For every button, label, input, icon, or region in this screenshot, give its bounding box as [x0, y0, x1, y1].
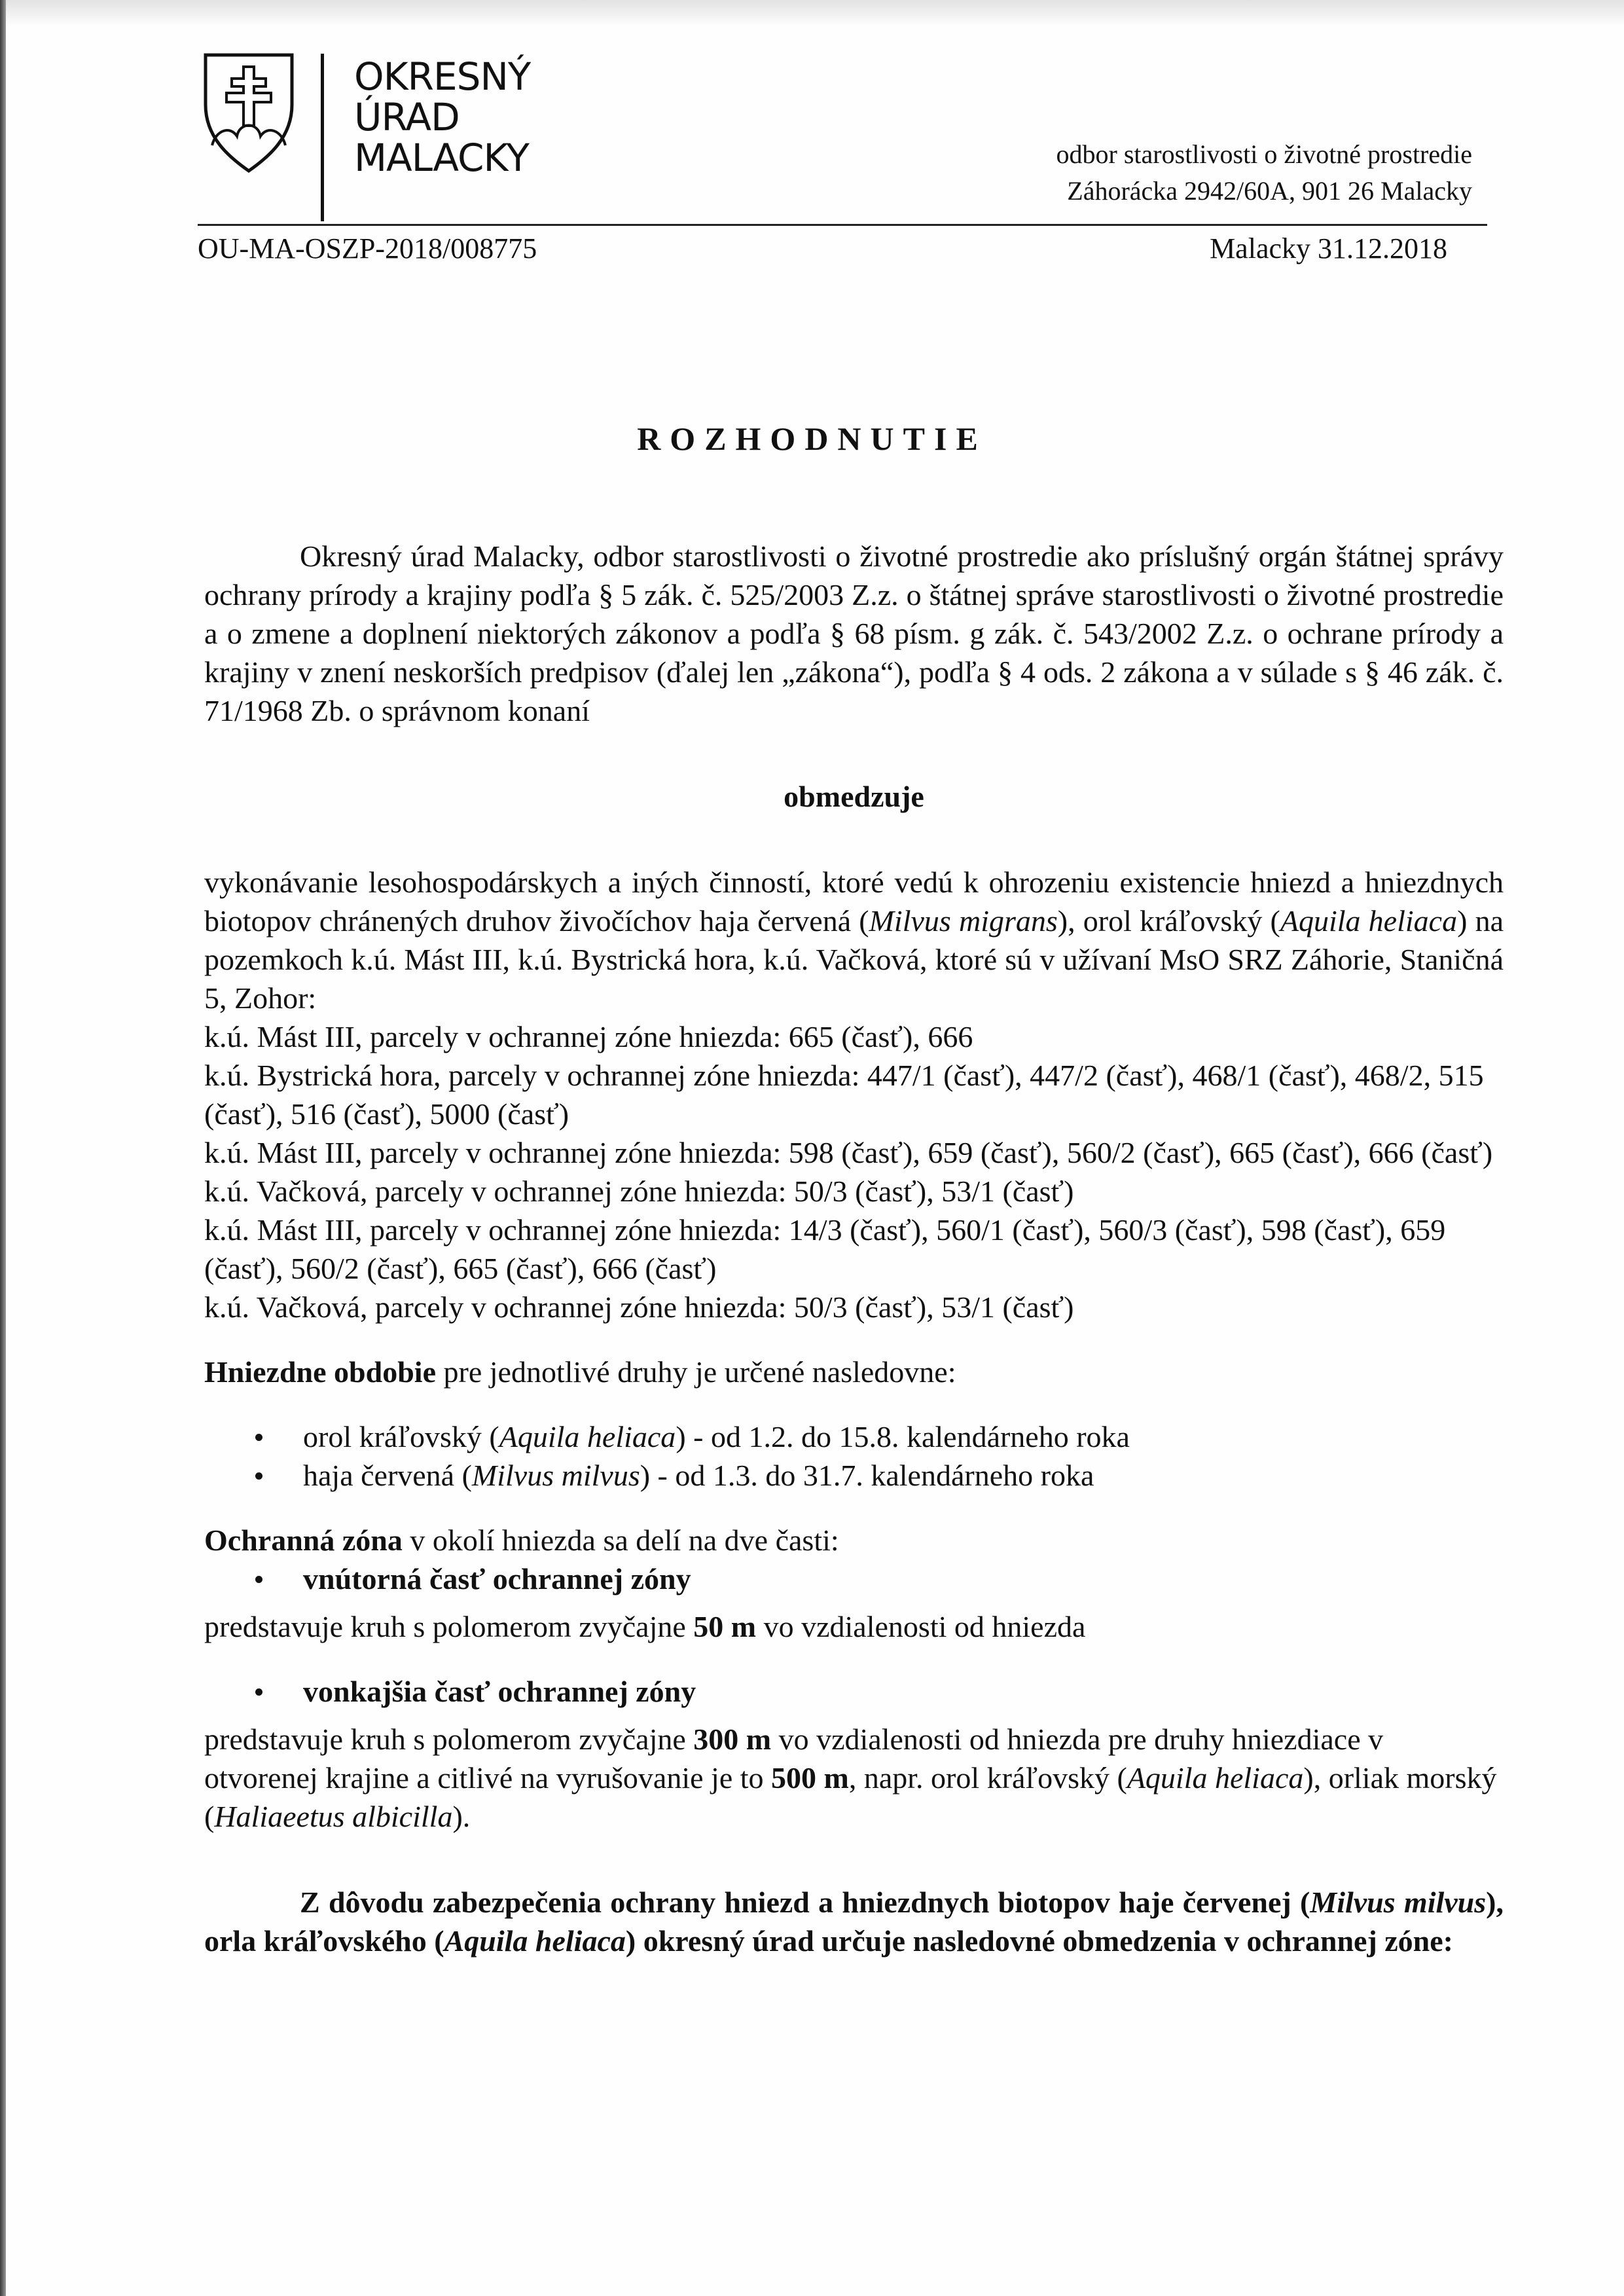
list-item: [204, 1672, 1504, 1711]
zone-text: vo vzdialenosti od hniezda pre druhy hniezdiace v otvorenej krajine a citlivé na vyrušovanie je to: [204, 1722, 1384, 1795]
bullet-icon: [255, 1688, 262, 1696]
outer-zone-title: vonkajšia časť ochrannej zóny: [303, 1675, 696, 1708]
list-item: [204, 1417, 1504, 1456]
period-text: ) - od 1.3. do 31.7. kalendárneho roka: [640, 1459, 1094, 1492]
institution-line: OKRESNÝ: [354, 54, 531, 99]
protection-zone-text: v okolí hniezda sa delí na dve časti:: [402, 1523, 839, 1557]
reference-number: OU-MA-OSZP-2018/008775: [198, 232, 537, 264]
nesting-period-text: pre jednotlivé druhy je určené nasledovne:: [436, 1355, 956, 1389]
zone-text: ), orliak morský (: [204, 1761, 1497, 1833]
scope-paragraph: [204, 863, 1504, 1017]
restrictions-text: ) okresný úrad určuje nasledovné obmedzenia v ochrannej zóne:: [625, 1924, 1453, 1958]
species-latin: Aquila heliaca: [499, 1420, 676, 1453]
bullet-icon: [255, 1434, 262, 1441]
bullet-icon: [255, 1472, 262, 1480]
inner-zone-desc: [204, 1607, 1504, 1646]
zone-text: vo vzdialenosti od hniezda: [756, 1610, 1086, 1643]
scope-text: ), orol kráľovský (: [1057, 904, 1280, 938]
parcel-line: k.ú. Vačková, parcely v ochrannej zóne hniezda: 50/3 (časť), 53/1 (časť): [204, 1290, 1074, 1324]
species-latin: Haliaeetus albicilla: [214, 1800, 453, 1833]
document-title: ROZHODNUTIE: [637, 420, 987, 457]
species-latin: Milvus milvus: [471, 1459, 640, 1492]
institution-line: MALACKY: [354, 136, 529, 180]
period-text: ) - od 1.2. do 15.8. kalendárneho roka: [676, 1420, 1130, 1453]
verdict-word: obmedzuje: [784, 780, 924, 813]
protection-zone-label: Ochranná zóna: [204, 1523, 403, 1557]
protection-zone-heading: [204, 1521, 1504, 1559]
restrictions-text: ), orla kráľovského (: [204, 1886, 1504, 1958]
bullet-icon: [255, 1576, 262, 1583]
slovak-coat-of-arms-icon: [203, 52, 295, 173]
document-body: [204, 537, 1504, 1960]
parcel-line: k.ú. Mást III, parcely v ochrannej zóne hniezda: 14/3 (časť), 560/1 (časť), 560/3 (časť), 598 (časť), 659 (časť), 560/2 (časť), 665 (časť), 666 (časť): [204, 1213, 1446, 1285]
species-latin: Milvus milvus: [1310, 1886, 1487, 1919]
parcel-line: k.ú. Vačková, parcely v ochrannej zóne hniezda: 50/3 (časť), 53/1 (časť): [204, 1175, 1074, 1208]
institution-name: [354, 56, 530, 178]
zone-radius: 500 m: [771, 1761, 849, 1795]
zone-radius: 300 m: [693, 1722, 772, 1756]
parcel-line: k.ú. Bystrická hora, parcely v ochrannej zóne hniezda: 447/1 (časť), 447/2 (časť), 468/1 (časť), 468/2, 515 (časť), 516 (časť), 5000 (časť): [204, 1059, 1484, 1131]
scope-text: ) na pozemkoch k.ú. Mást III, k.ú. Bystrická hora, k.ú. Vačková, ktoré sú v užívaní MsO SRZ Záhorie, Staničná 5, Zohor:: [204, 904, 1504, 1015]
zone-text: , napr. orol kráľovský (: [848, 1761, 1127, 1795]
place-date: Malacky 31.12.2018: [1210, 232, 1447, 264]
department-name: odbor starostlivosti o životné prostredie: [1056, 139, 1472, 169]
department-block: [1056, 136, 1472, 210]
zone-radius: 50 m: [693, 1610, 757, 1643]
species-latin: Aquila heliaca: [1127, 1761, 1304, 1795]
nesting-period-heading: [204, 1353, 1504, 1391]
species-latin: Milvus migrans: [869, 904, 1058, 938]
zone-text: predstavuje kruh s polomerom zvyčajne: [204, 1610, 694, 1643]
intro-paragraph: Okresný úrad Malacky, odbor starostlivosti o životné prostredie ako príslušný orgán štátnej správy ochrany prírody a krajiny podľa § 5 zák. č. 525/2003 Z.z. o štátnej správe starostlivosti o životné prostredie a o zmene a doplnení niektorých zákonov a podľa § 68 písm. g zák. č. 543/2002 Z.z. o ochrane prírody a krajiny v znení neskorších predpisov (ďalej len „zákona“), podľa § 4 ods. 2 zákona a v súlade s § 46 zák. č. 71/1968 Zb. o správnom konaní: [204, 539, 1504, 727]
outer-zone-list: [204, 1672, 1504, 1711]
list-item: [204, 1559, 1504, 1598]
restrictions-text: Z dôvodu zabezpečenia ochrany hniezd a hniezdnych biotopov haje červenej (: [300, 1886, 1310, 1919]
institution-line: ÚRAD: [354, 95, 460, 139]
outer-zone-desc: [204, 1720, 1504, 1836]
inner-zone-list: [204, 1559, 1504, 1598]
scan-shadow: [6, 0, 1624, 26]
species-latin: Aquila heliaca: [444, 1924, 626, 1958]
scan-edge: [0, 0, 6, 2296]
list-item: [204, 1456, 1504, 1495]
parcel-list: [204, 1017, 1504, 1326]
header-divider: [321, 54, 324, 221]
scope-text: vykonávanie lesohospodárskych a iných činností, ktoré vedú k ohrozeniu existencie hniezd a hniezdnych biotopov chránených druhov živočíchov haja červená (: [204, 866, 1504, 938]
nesting-period-list: [204, 1417, 1504, 1495]
species-name: haja červená (: [303, 1459, 472, 1492]
inner-zone-title: vnútorná časť ochrannej zóny: [303, 1562, 691, 1595]
department-address: Záhorácka 2942/60A, 901 26 Malacky: [1067, 176, 1472, 206]
parcel-line: k.ú. Mást III, parcely v ochrannej zóne hniezda: 598 (časť), 659 (časť), 560/2 (časť), 665 (časť), 666 (časť): [204, 1136, 1493, 1169]
header-rule: [198, 224, 1487, 226]
parcel-line: k.ú. Mást III, parcely v ochrannej zóne hniezda: 665 (časť), 666: [204, 1020, 973, 1053]
nesting-period-label: Hniezdne obdobie: [204, 1355, 437, 1389]
zone-text: ).: [452, 1800, 471, 1833]
restrictions-intro: [204, 1883, 1504, 1960]
zone-text: predstavuje kruh s polomerom zvyčajne: [204, 1722, 694, 1756]
species-name: orol kráľovský (: [303, 1420, 499, 1453]
species-latin: Aquila heliaca: [1280, 904, 1458, 938]
